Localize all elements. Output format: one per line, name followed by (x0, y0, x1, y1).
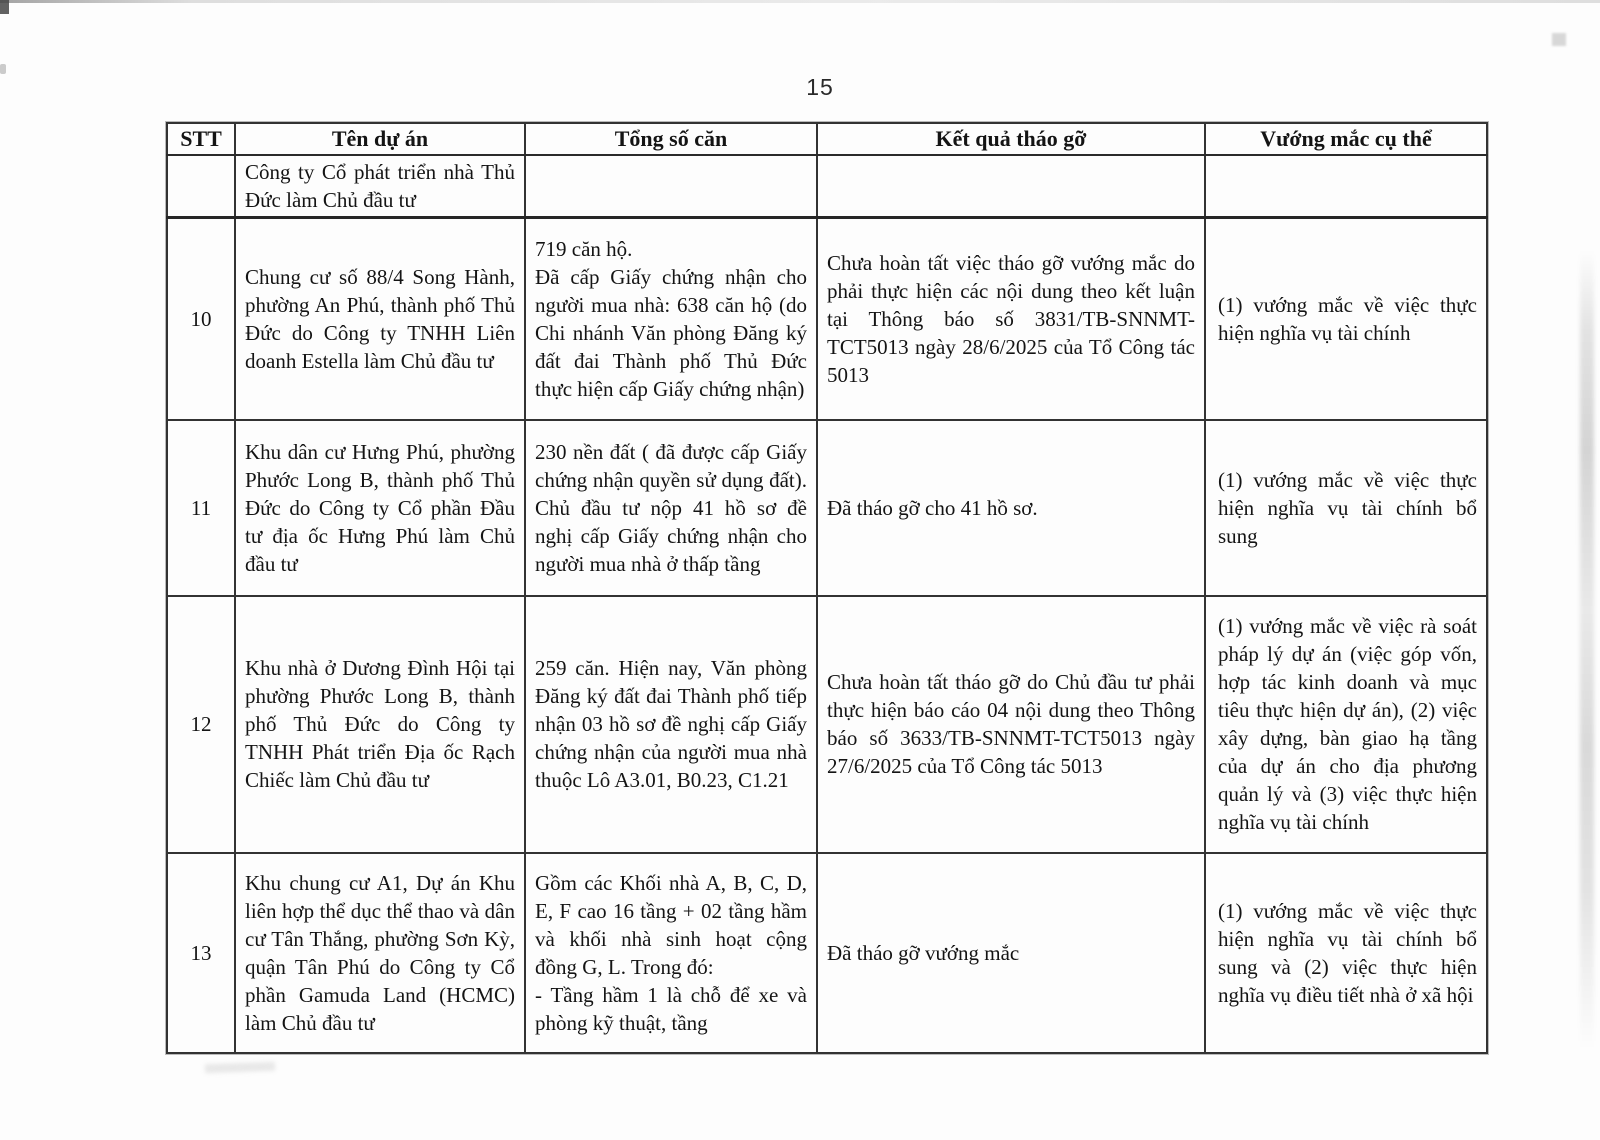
cell-total-units (525, 853, 817, 1053)
specific-issues-text: (1) vướng mắc về việc thực hiện nghĩa vụ tài chính (1218, 292, 1477, 345)
project-name-text: Khu dân cư Hưng Phú, phường Phước Long B, thành phố Thủ Đức do Công ty Cổ phần Đầu tư địa ốc Hưng Phú làm Chủ đầu tư (245, 439, 515, 576)
resolution-result-text: Đã tháo gỡ cho 41 hồ sơ. (827, 495, 1038, 520)
scan-artifact-corner-mark (0, 0, 9, 14)
table-row-11 (167, 420, 1487, 596)
cell-total-units (525, 420, 817, 596)
cell-specific-issues (1205, 596, 1487, 853)
cell-resolution-result (817, 218, 1205, 420)
cell-resolution-result (817, 596, 1205, 853)
specific-issues-text: (1) vướng mắc về việc rà soát pháp lý dự án (việc góp vốn, hợp tác kinh doanh và mục tiêu thực hiện dự án), (2) việc xây dựng, bàn giao hạ tầng của dự án cho địa phương quản lý và (3) việc thực hiện nghĩa vụ tài chính (1218, 614, 1477, 834)
scan-artifact-right-streak (1580, 250, 1594, 1050)
cell-resolution-result (817, 155, 1205, 218)
project-name-text: Chung cư số 88/4 Song Hành, phường An Phú, thành phố Thủ Đức do Công ty TNHH Liên doanh Estella làm Chủ đầu tư (245, 264, 515, 373)
header-specific-issues: Vướng mắc cụ thể (1205, 123, 1487, 155)
total-units-detail: - Tầng hầm 1 là chỗ để xe và phòng kỹ thuật, tầng (535, 982, 807, 1035)
cell-specific-issues (1205, 420, 1487, 596)
cell-resolution-result (817, 420, 1205, 596)
specific-issues-text: (1) vướng mắc về việc thực hiện nghĩa vụ tài chính bổ sung (1218, 467, 1477, 548)
specific-issues-text: (1) vướng mắc về việc thực hiện nghĩa vụ tài chính bổ sung và (2) việc thực hiện nghĩa vụ điều tiết nhà ở xã hội (1218, 898, 1477, 1007)
scan-artifact-bottom-smudge (205, 1062, 275, 1073)
projects-table-container (166, 122, 1488, 1054)
table-row-12 (167, 596, 1487, 853)
total-units-summary: Gồm các Khối nhà A, B, C, D, E, F cao 16 tầng + 02 tầng hầm và khối nhà sinh hoạt cộng đồng G, L. Trong đó: (535, 870, 807, 979)
cell-total-units (525, 218, 817, 420)
table-row-13 (167, 853, 1487, 1053)
cell-stt: 11 (167, 420, 235, 596)
cell-resolution-result (817, 853, 1205, 1053)
project-name-text: Khu chung cư A1, Dự án Khu liên hợp thể dục thể thao và dân cư Tân Thắng, phường Sơn Kỳ, quận Tân Phú do Công ty Cổ phần Gamuda Land (HCMC) làm Chủ đầu tư (245, 870, 515, 1035)
cell-total-units (525, 596, 817, 853)
table-row-continuation (167, 155, 1487, 218)
total-units-line: 719 căn hộ. (535, 236, 633, 261)
resolution-result-text: Chưa hoàn tất việc tháo gỡ vướng mắc do phải thực hiện các nội dung theo kết luận tại Thông báo số 3831/TB-SNNMT-TCT5013 ngày 28/6/2025 của Tổ Công tác 5013 (827, 250, 1195, 387)
cell-stt: 13 (167, 853, 235, 1053)
scan-artifact-top-line (0, 0, 1600, 3)
header-resolution-result: Kết quả tháo gỡ (817, 123, 1205, 155)
cell-specific-issues (1205, 155, 1487, 218)
cell-stt: 10 (167, 218, 235, 420)
resolution-result-text: Đã tháo gỡ vướng mắc (827, 940, 1020, 965)
cell-specific-issues (1205, 218, 1487, 420)
header-total-units: Tổng số căn (525, 123, 817, 155)
cell-project-name (235, 155, 525, 218)
total-units-detail: 230 nền đất ( đã được cấp Giấy chứng nhận quyền sử dụng đất). Chủ đầu tư nộp 41 hồ sơ đề nghị cấp Giấy chứng nhận cho người mua nhà ở thấp tầng (535, 439, 807, 576)
total-units-detail: Đã cấp Giấy chứng nhận cho người mua nhà: 638 căn hộ (do Chi nhánh Văn phòng Đăng ký đất đai Thành phố Thủ Đức thực hiện cấp Giấy chứng nhận) (535, 264, 807, 401)
resolution-result-text: Chưa hoàn tất tháo gỡ do Chủ đầu tư phải thực hiện báo cáo 04 nội dung theo Thông báo số 3633/TB-SNNMT-TCT5013 ngày 27/6/2025 của Tổ Công tác 5013 (827, 670, 1195, 778)
cell-project-name (235, 596, 525, 853)
total-units-detail: 259 căn. Hiện nay, Văn phòng Đăng ký đất đai Thành phố tiếp nhận 03 hồ sơ đề nghị cấp Giấy chứng nhận của người mua nhà thuộc Lô A3.01, B0.23, C1.21 (535, 656, 807, 792)
page-number: 15 (806, 74, 834, 100)
table-header-row (167, 123, 1487, 155)
scan-artifact-left-dot (0, 64, 6, 74)
cell-stt: 12 (167, 596, 235, 853)
projects-table (166, 122, 1488, 1054)
scan-artifact-right-dash (1552, 33, 1566, 46)
cell-project-name (235, 218, 525, 420)
header-project-name: Tên dự án (235, 123, 525, 155)
cell-total-units (525, 155, 817, 218)
cell-project-name (235, 853, 525, 1053)
header-stt: STT (167, 123, 235, 155)
project-name-text: Khu nhà ở Dương Đình Hội tại phường Phước Long B, thành phố Thủ Đức do Công ty TNHH Phát triển Địa ốc Rạch Chiếc làm Chủ đầu tư (245, 656, 515, 792)
cell-specific-issues (1205, 853, 1487, 1053)
table-row-10 (167, 218, 1487, 420)
cell-stt (167, 155, 235, 218)
project-name-text: Công ty Cổ phát triển nhà Thủ Đức làm Chủ đầu tư (245, 160, 515, 212)
cell-project-name (235, 420, 525, 596)
